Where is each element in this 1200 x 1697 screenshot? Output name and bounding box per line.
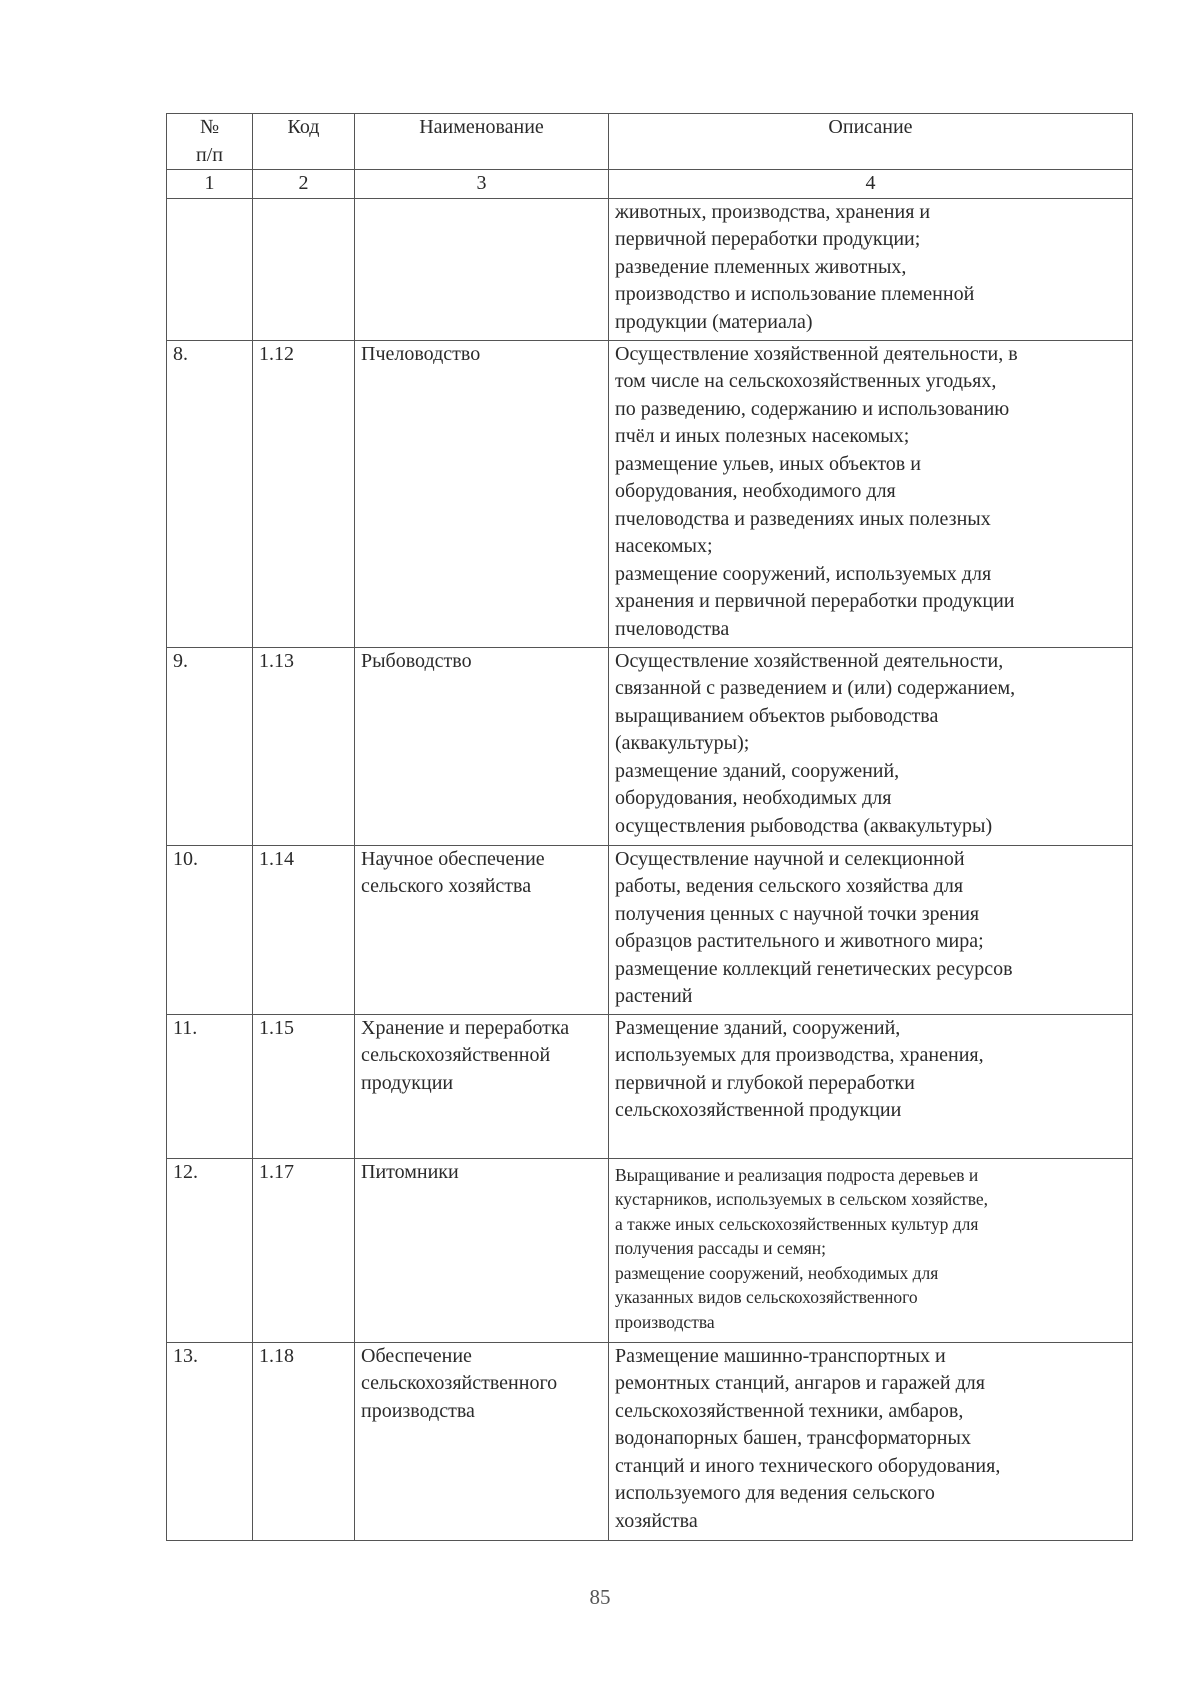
description-line: размещение сооружений, необходимых для (615, 1262, 939, 1283)
description-line: Размещение машинно-транспортных и (615, 1344, 946, 1367)
row-description (609, 845, 1133, 1014)
column-number-3: 3 (355, 170, 609, 199)
description-line: указанных видов сельскохозяйственного (615, 1287, 918, 1307)
description-line: а также иных сельскохозяйственных культур для (615, 1213, 979, 1234)
row-number: 9. (167, 647, 253, 845)
description-line: кустарников, используемых в сельском хозяйстве, (615, 1189, 989, 1209)
description-line: связанной с разведением и (или) содержанием, (615, 677, 1016, 699)
row-description (609, 340, 1133, 647)
row-code: 1.17 (253, 1158, 355, 1342)
description-line: пчеловодства (615, 617, 730, 640)
description-line: производство и использование племенной (615, 283, 975, 305)
row-number: 8. (167, 340, 253, 647)
column-number-4: 4 (609, 170, 1133, 199)
row-number: 11. (167, 1014, 253, 1158)
description-line: получения рассады и семян; (615, 1238, 826, 1258)
page-number: 85 (589, 1585, 611, 1609)
description-line: Размещение зданий, сооружений, (615, 1016, 901, 1039)
description-line: продукции (материала) (615, 310, 813, 333)
description-line: насекомых; (615, 535, 713, 557)
row-number: 10. (167, 845, 253, 1014)
column-number-2: 2 (253, 170, 355, 199)
table-row (167, 1158, 1133, 1342)
description-line: образцов растительного и животного мира; (615, 930, 984, 952)
description-line: (аквакультуры); (615, 732, 750, 754)
row-name: Научное обеспечение сельского хозяйства (355, 845, 609, 1014)
table-row (167, 1014, 1133, 1158)
description-line: выращиванием объектов рыбоводства (615, 704, 939, 727)
row-code: 1.13 (253, 647, 355, 845)
description-line: осуществления рыбоводства (аквакультуры) (615, 814, 993, 837)
column-number-row (167, 170, 1133, 199)
row-code: 1.14 (253, 845, 355, 1014)
description-line: Осуществление научной и селекционной (615, 847, 965, 870)
description-line: работы, ведения сельского хозяйства для (615, 875, 964, 897)
description-line: оборудования, необходимого для (615, 480, 896, 502)
description-line: используемых для производства, хранения, (615, 1044, 984, 1066)
row-description (609, 198, 1133, 340)
header-description: Описание (609, 114, 1133, 170)
description-line: том числе на сельскохозяйственных угодьях, (615, 370, 997, 392)
description-line: размещение сооружений, используемых для (615, 562, 992, 585)
description-line: сельскохозяйственной продукции (615, 1099, 902, 1121)
row-description (609, 647, 1133, 845)
description-line: размещение ульев, иных объектов и (615, 452, 921, 475)
row-code (253, 198, 355, 340)
row-description (609, 1342, 1133, 1540)
description-line: растений (615, 985, 693, 1007)
row-name (355, 198, 609, 340)
description-line: пчеловодства и разведениях иных полезных (615, 507, 991, 530)
row-name: Обеспечение сельскохозяйственного производства (355, 1342, 609, 1540)
description-line: хозяйства (615, 1509, 698, 1532)
row-name: Питомники (355, 1158, 609, 1342)
description-line: ремонтных станций, ангаров и гаражей для (615, 1372, 985, 1394)
table-row (167, 647, 1133, 845)
table-row (167, 1342, 1133, 1540)
description-line: размещение зданий, сооружений, (615, 759, 900, 782)
row-number: 12. (167, 1158, 253, 1342)
description-line: животных, производства, хранения и (615, 200, 931, 223)
description-line: оборудования, необходимых для (615, 787, 892, 809)
description-line: сельскохозяйственной техники, амбаров, (615, 1399, 964, 1422)
table-row (167, 845, 1133, 1014)
table-body (167, 198, 1133, 1540)
row-description (609, 1158, 1133, 1342)
description-line: Осуществление хозяйственной деятельности, в (615, 342, 1018, 365)
row-name: Рыбоводство (355, 647, 609, 845)
row-name: Хранение и переработка сельскохозяйственной продукции (355, 1014, 609, 1158)
description-line: водонапорных башен, трансформаторных (615, 1427, 971, 1449)
row-number: 13. (167, 1342, 253, 1540)
description-line: первичной и глубокой переработки (615, 1071, 915, 1094)
table-header-row (167, 114, 1133, 170)
description-line: производства (615, 1311, 715, 1332)
description-line: размещение коллекций генетических ресурсов (615, 957, 1013, 980)
description-line: разведение племенных животных, (615, 255, 907, 278)
land-use-table (166, 113, 1133, 1541)
row-code: 1.12 (253, 340, 355, 647)
column-number-1: 1 (167, 170, 253, 199)
row-name: Пчеловодство (355, 340, 609, 647)
description-line: Осуществление хозяйственной деятельности, (615, 649, 1004, 672)
row-description (609, 1014, 1133, 1158)
header-code: Код (253, 114, 355, 170)
description-line: получения ценных с научной точки зрения (615, 902, 980, 925)
description-line: используемого для ведения сельского (615, 1482, 935, 1504)
row-code: 1.18 (253, 1342, 355, 1540)
row-code: 1.15 (253, 1014, 355, 1158)
header-number: № п/п (167, 114, 253, 170)
header-name: Наименование (355, 114, 609, 170)
description-line: по разведению, содержанию и использованию (615, 397, 1010, 420)
description-line: хранения и первичной переработки продукции (615, 590, 1015, 612)
description-line: станций и иного технического оборудования, (615, 1454, 1001, 1477)
description-line: Выращивание и реализация подроста деревьев и (615, 1164, 979, 1185)
description-line: пчёл и иных полезных насекомых; (615, 425, 910, 447)
table-row (167, 198, 1133, 340)
table-row (167, 340, 1133, 647)
row-number (167, 198, 253, 340)
description-line: первичной переработки продукции; (615, 228, 921, 250)
